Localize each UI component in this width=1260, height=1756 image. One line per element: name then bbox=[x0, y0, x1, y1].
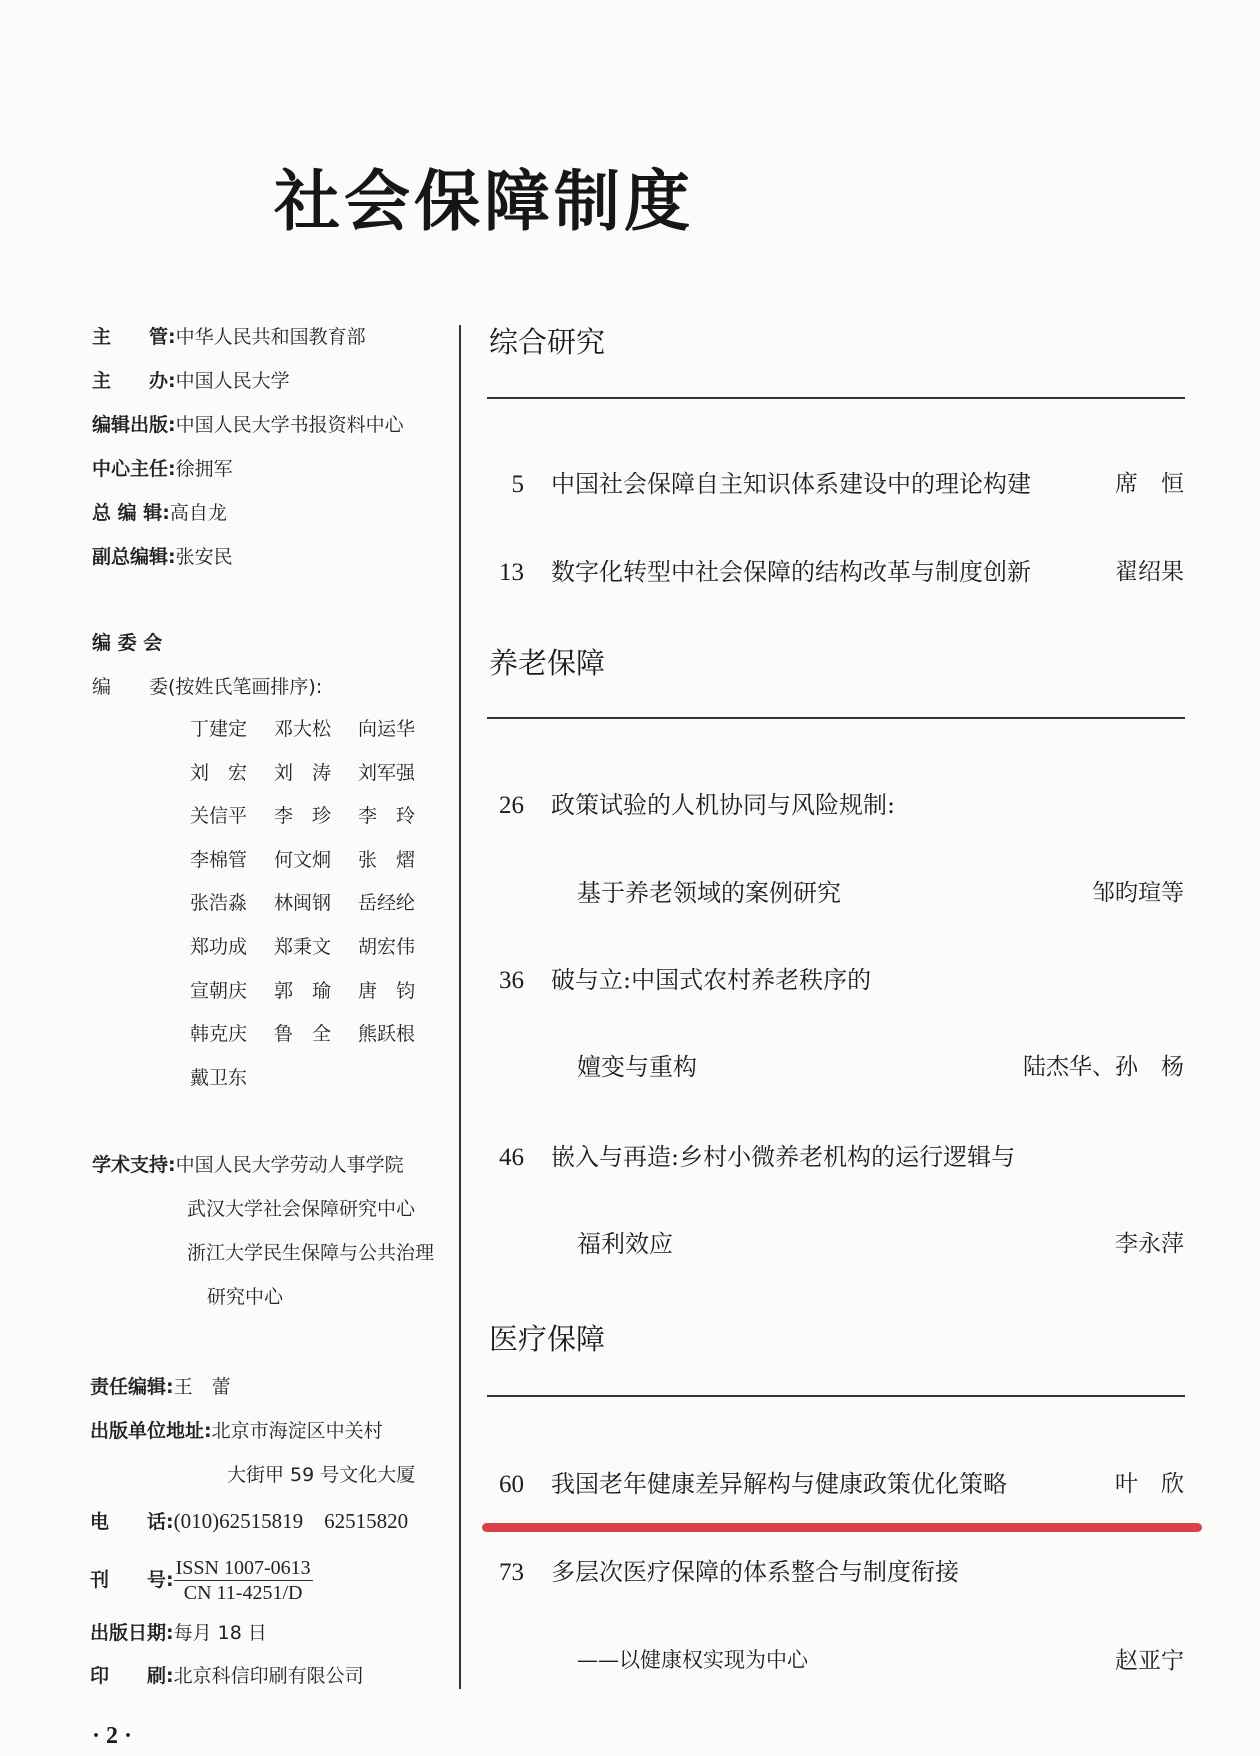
label: 主 管: bbox=[92, 326, 176, 348]
board-member: 李 玲 bbox=[358, 805, 416, 828]
board-member: 邓大松 bbox=[274, 718, 332, 740]
section-rule bbox=[487, 1395, 1185, 1397]
section-title: 综合研究 bbox=[489, 325, 606, 359]
article-title[interactable]: 数字化转型中社会保障的结构改革与制度创新 bbox=[551, 558, 1031, 586]
article-page: 60 bbox=[499, 1471, 524, 1498]
label: 责任编辑: bbox=[90, 1376, 174, 1398]
article-page: 46 bbox=[499, 1144, 524, 1171]
cn-value: CN 11-4251/D bbox=[183, 1582, 303, 1604]
article-title[interactable]: 多层次医疗保障的体系整合与制度衔接 bbox=[551, 1558, 959, 1586]
value: 每月 18 日 bbox=[173, 1622, 267, 1644]
board-member: 唐 钧 bbox=[358, 979, 416, 1002]
board-member: 关信平 bbox=[190, 805, 248, 828]
masthead-chief-editor bbox=[92, 504, 227, 523]
board-member: 熊跃根 bbox=[358, 1023, 416, 1046]
article-author: 邹昀瑄等 bbox=[1092, 880, 1184, 906]
article-author: 李永萍 bbox=[1115, 1231, 1184, 1257]
article-title[interactable]: 破与立:中国式农村养老秩序的 bbox=[551, 966, 872, 994]
article-title[interactable]: 中国社会保障自主知识体系建设中的理论构建 bbox=[551, 470, 1031, 498]
article-author: 陆杰华、孙 杨 bbox=[1023, 1054, 1184, 1080]
article-title[interactable]: 嵌入与再造:乡村小微养老机构的运行逻辑与 bbox=[551, 1143, 1016, 1171]
board-member: 韩克庆 bbox=[190, 1023, 248, 1046]
label: 学术支持: bbox=[92, 1154, 176, 1176]
board-member: 郭 瑜 bbox=[274, 979, 332, 1002]
address-line: 大街甲 59 号文化大厦 bbox=[227, 1464, 416, 1486]
article-author: 叶 欣 bbox=[1115, 1471, 1184, 1497]
board-member: 丁建定 bbox=[190, 718, 248, 740]
article-author: 席 恒 bbox=[1115, 471, 1184, 497]
article-page: 13 bbox=[499, 559, 524, 586]
board-member: 刘军强 bbox=[358, 761, 416, 784]
column-divider bbox=[459, 325, 461, 1689]
article-author: 赵亚宁 bbox=[1115, 1648, 1184, 1674]
board-label: 编 委(按姓氏笔画排序): bbox=[92, 676, 323, 698]
board-member: 刘 涛 bbox=[274, 761, 332, 784]
board-member: 何文炯 bbox=[274, 848, 332, 871]
board-member: 宣朝庆 bbox=[190, 979, 248, 1002]
value: 高自龙 bbox=[169, 502, 227, 524]
section-rule bbox=[487, 717, 1185, 719]
masthead-supervisor bbox=[92, 328, 366, 347]
board-member: 郑功成 bbox=[190, 936, 248, 958]
page-number: · 2 · bbox=[92, 1723, 133, 1749]
printer bbox=[90, 1667, 364, 1686]
masthead-sponsor bbox=[92, 372, 290, 391]
pub-date bbox=[90, 1624, 267, 1643]
article-subtitle: ——以健康权实现为中心 bbox=[577, 1648, 808, 1672]
phone bbox=[90, 1511, 408, 1532]
address bbox=[90, 1422, 383, 1441]
article-page: 26 bbox=[499, 792, 524, 819]
board-member: 张 熠 bbox=[358, 848, 416, 871]
journal-title: 社会保障制度 bbox=[274, 162, 694, 240]
academic-support-line: 浙江大学民生保障与公共治理 bbox=[187, 1242, 435, 1264]
label: 主 办: bbox=[92, 370, 176, 392]
value: 中国人民大学 bbox=[175, 370, 290, 392]
academic-support-line: 研究中心 bbox=[207, 1286, 284, 1308]
board-member: 郑秉文 bbox=[274, 936, 332, 958]
article-author: 翟绍果 bbox=[1115, 559, 1184, 585]
highlight-underline bbox=[482, 1523, 1202, 1532]
masthead-deputy-editor bbox=[92, 548, 233, 567]
board-member: 张浩淼 bbox=[190, 892, 248, 915]
board-member: 胡宏伟 bbox=[358, 936, 416, 958]
board-member: 戴卫东 bbox=[190, 1066, 248, 1089]
section-title: 养老保障 bbox=[489, 646, 606, 680]
label: 出版单位地址: bbox=[90, 1420, 212, 1442]
board-member: 向运华 bbox=[358, 718, 416, 740]
section-title: 医疗保障 bbox=[489, 1322, 606, 1356]
board-title: 编 委 会 bbox=[92, 632, 163, 654]
value: 北京科信印刷有限公司 bbox=[173, 1665, 364, 1687]
article-title[interactable]: 政策试验的人机协同与风险规制: bbox=[551, 791, 896, 819]
article-title[interactable]: 我国老年健康差异解构与健康政策优化策略 bbox=[551, 1470, 1007, 1498]
article-subtitle: 嬗变与重构 bbox=[577, 1053, 697, 1081]
academic-support bbox=[92, 1156, 404, 1175]
board-member: 林闽钢 bbox=[274, 892, 332, 915]
article-subtitle: 基于养老领域的案例研究 bbox=[577, 879, 841, 907]
label: 中心主任: bbox=[92, 458, 176, 480]
label: 电 话: bbox=[90, 1511, 174, 1533]
value: 中国人民大学劳动人事学院 bbox=[175, 1154, 404, 1176]
masthead-publisher bbox=[92, 416, 404, 435]
article-page: 5 bbox=[511, 471, 524, 498]
article-page: 73 bbox=[499, 1559, 524, 1586]
board-member: 李棉管 bbox=[190, 848, 248, 871]
value: 张安民 bbox=[175, 546, 233, 568]
value: 北京市海淀区中关村 bbox=[211, 1420, 383, 1442]
label: 编辑出版: bbox=[92, 414, 176, 436]
value: 中华人民共和国教育部 bbox=[175, 326, 366, 348]
issn-value: ISSN 1007-0613 bbox=[175, 1557, 311, 1579]
label: 总 编 辑: bbox=[92, 502, 170, 524]
section-rule bbox=[487, 397, 1185, 399]
label: 副总编辑: bbox=[92, 546, 176, 568]
academic-support-line: 武汉大学社会保障研究中心 bbox=[187, 1198, 416, 1220]
issn-fraction bbox=[174, 1556, 313, 1605]
issn bbox=[90, 1556, 313, 1605]
responsible-editor bbox=[90, 1378, 231, 1397]
label: 出版日期: bbox=[90, 1622, 174, 1644]
label: 印 刷: bbox=[90, 1665, 174, 1687]
board-member: 李 珍 bbox=[274, 805, 332, 828]
value: 王 蕾 bbox=[173, 1376, 231, 1398]
article-subtitle: 福利效应 bbox=[577, 1230, 673, 1258]
board-member: 鲁 全 bbox=[274, 1023, 332, 1046]
board-member: 刘 宏 bbox=[190, 761, 248, 784]
value: 徐拥军 bbox=[175, 458, 233, 480]
value: 中国人民大学书报资料中心 bbox=[175, 414, 404, 436]
value: (010)62515819 62515820 bbox=[173, 1509, 409, 1533]
label: 刊 号: bbox=[90, 1569, 174, 1591]
board-member: 岳经纶 bbox=[358, 892, 416, 915]
article-page: 36 bbox=[499, 967, 524, 994]
masthead-director bbox=[92, 460, 233, 479]
